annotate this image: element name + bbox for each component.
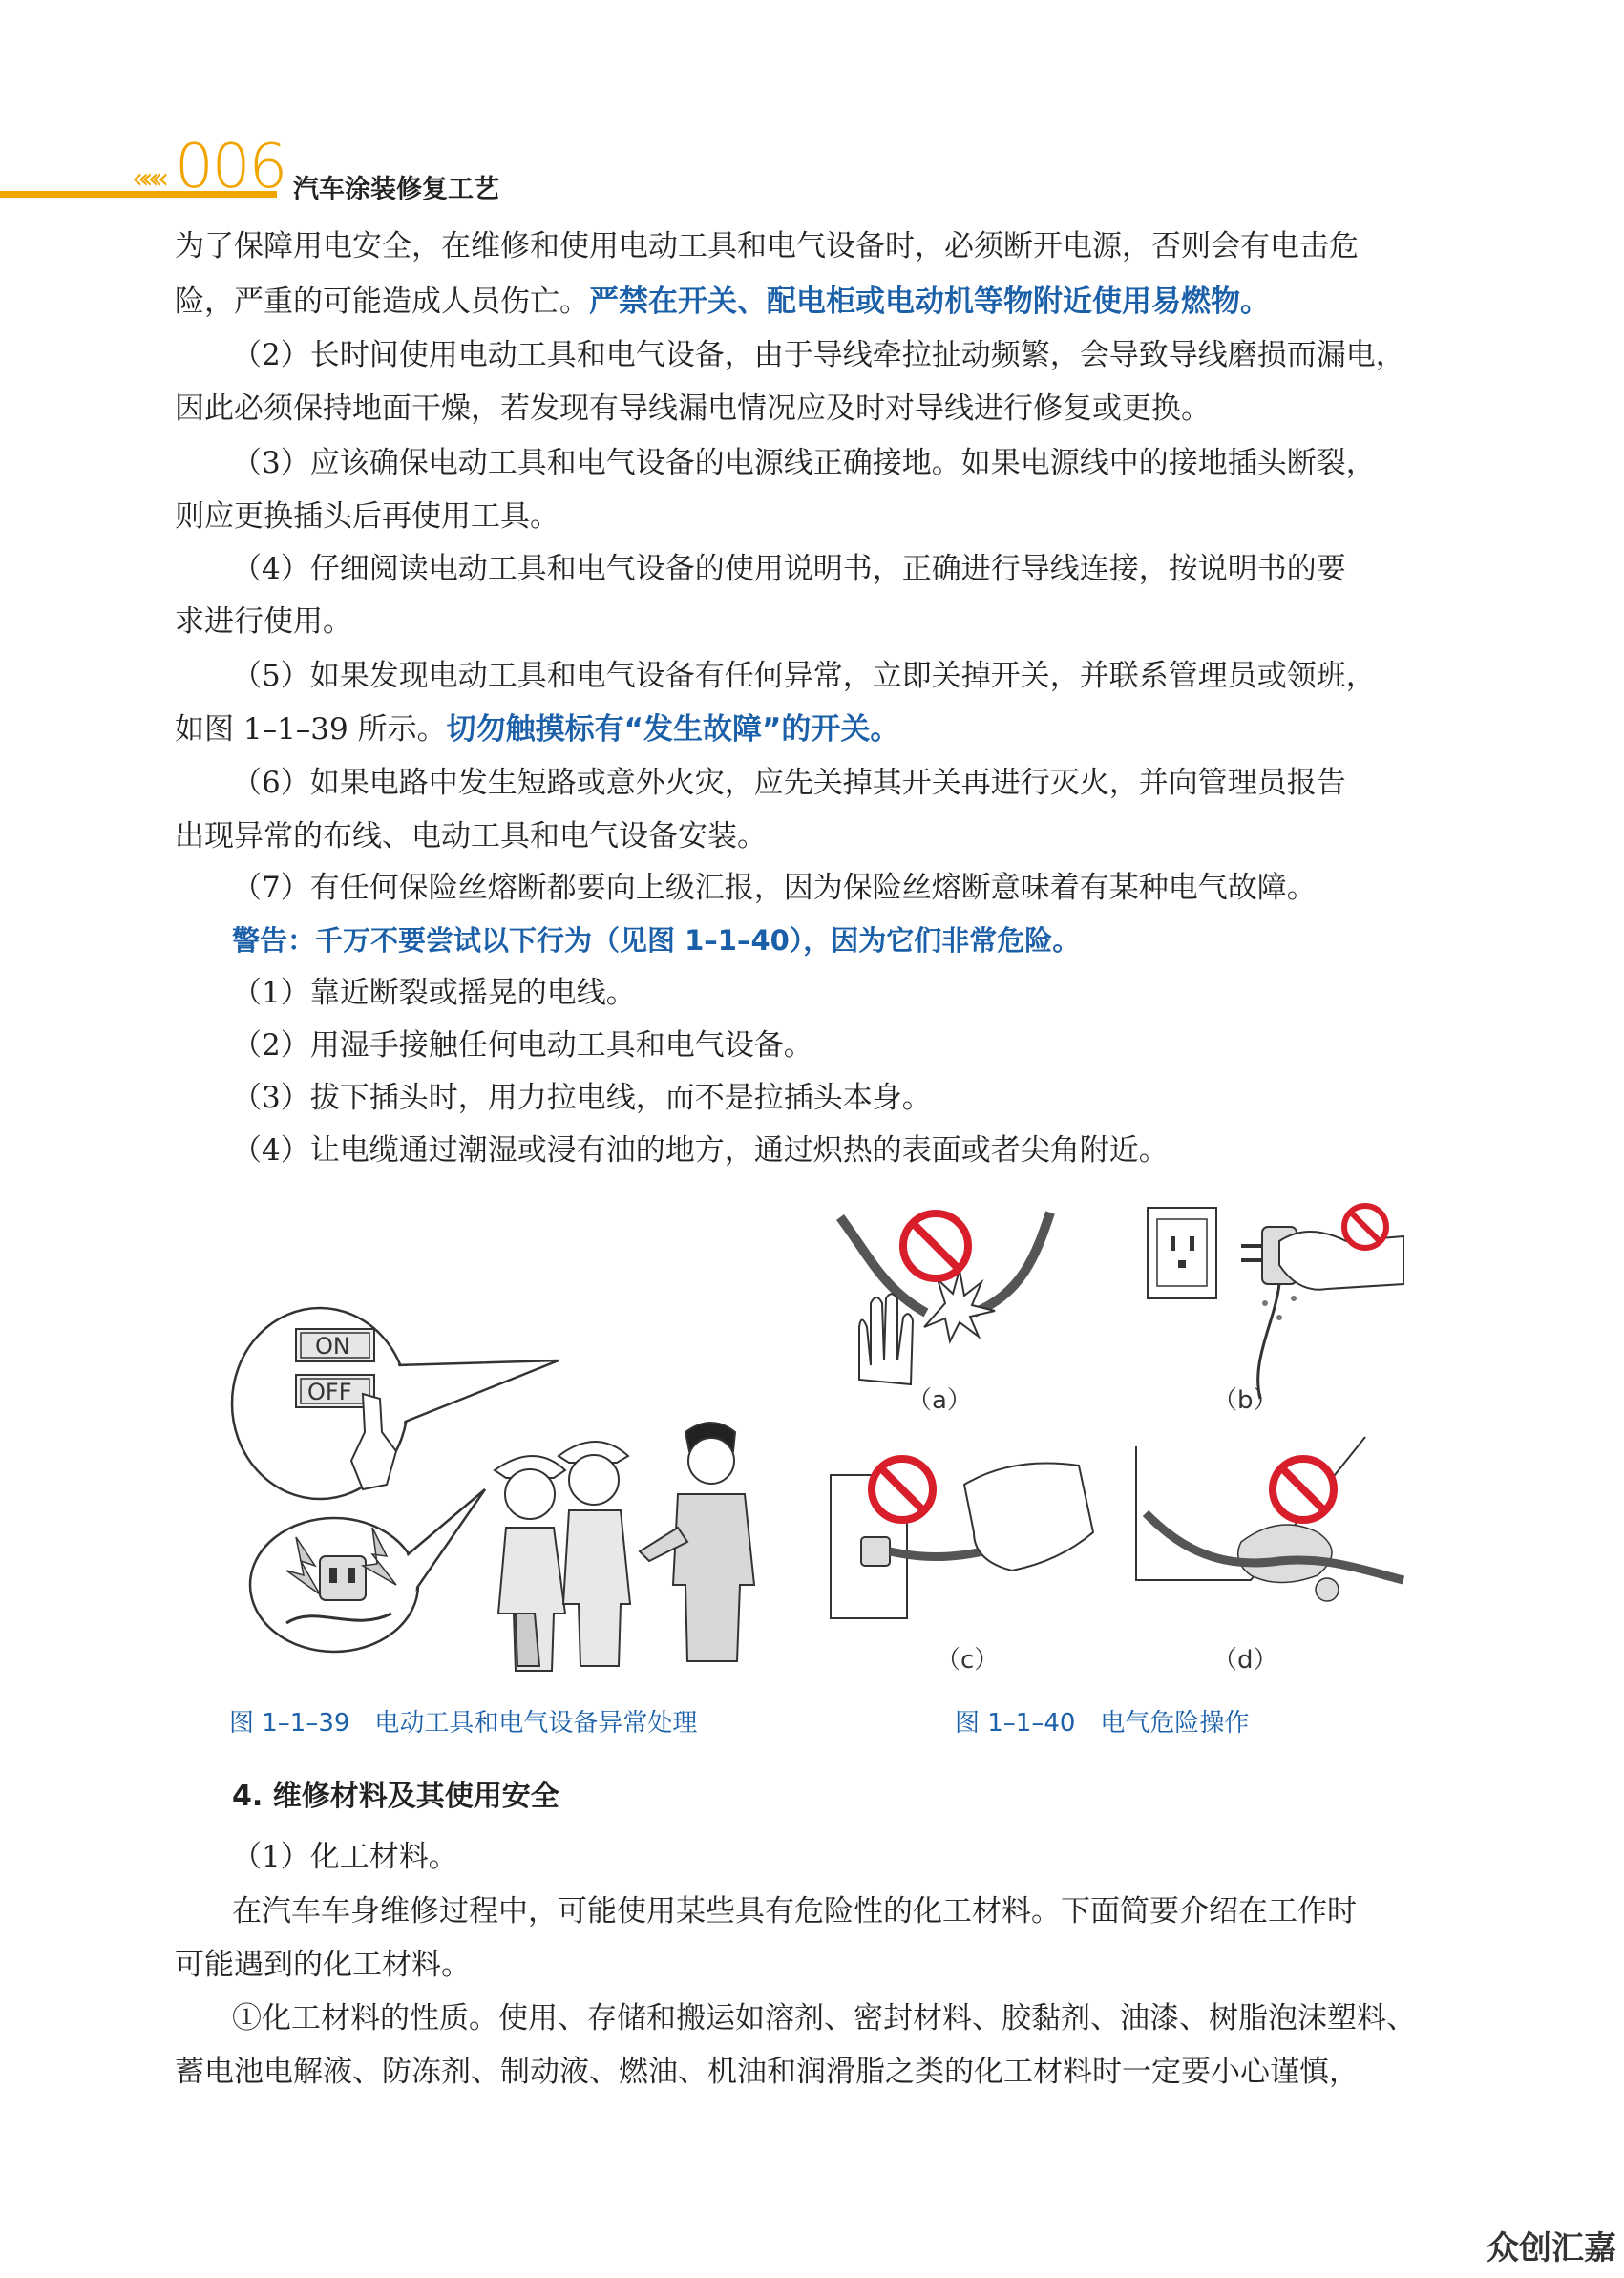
highlight-text: 严禁在开关、配电柜或电动机等物附近使用易燃物。 <box>589 285 1270 319</box>
highlight-text: 切勿触摸标有“发生故障”的开关。 <box>446 712 900 747</box>
para-7: （7）有任何保险丝熔断都要向上级汇报，因为保险丝熔断意味着有某种电气故障。 <box>232 871 1317 905</box>
para-6-line-1: （6）如果电路中发生短路或意外火灾，应先关掉其开关再进行灭火，并向管理员报告 <box>232 766 1346 800</box>
para-5-line-1: （5）如果发现电动工具和电气设备有任何异常，立即关掉开关，并联系管理员或领班， <box>232 659 1376 693</box>
book-title: 汽车涂装修复工艺 <box>293 175 499 204</box>
warning-item-2: （2）用湿手接触任何电动工具和电气设备。 <box>232 1028 813 1063</box>
section-4-item-1: （1）化工材料。 <box>232 1840 458 1874</box>
section-4-para-2-line-2: 蓄电池电解液、防冻剂、制动液、燃油、机油和润滑脂之类的化工材料时一定要小心谨慎， <box>175 2055 1359 2089</box>
sub-label-c: （c） <box>936 1646 1000 1675</box>
para-1-line-1: 为了保障用电安全，在维修和使用电动工具和电气设备时，必须断开电源，否则会有电击危 <box>175 229 1359 264</box>
sub-label-a: （a） <box>907 1386 972 1415</box>
on-label: ON <box>315 1333 350 1360</box>
section-4-para-2-line-1: ①化工材料的性质。使用、存储和搬运如溶剂、密封材料、胶黏剂、油漆、树脂泡沫塑料、 <box>232 2001 1416 2035</box>
figure-40-caption: 图 1–1–40 电气危险操作 <box>955 1709 1250 1738</box>
para-1-line-2: 险，严重的可能造成人员伤亡。严禁在开关、配电柜或电动机等物附近使用易燃物。 <box>175 285 1270 319</box>
off-label: OFF <box>307 1379 352 1405</box>
para-4-line-1: （4）仔细阅读电动工具和电气设备的使用说明书，正确进行导线连接，按说明书的要 <box>232 552 1346 586</box>
warning-item-4: （4）让电缆通过潮湿或浸有油的地方，通过炽热的表面或者尖角附近。 <box>232 1133 1169 1168</box>
figure-39-illustration <box>229 1298 764 1661</box>
figure-39-caption: 图 1–1–39 电动工具和电气设备异常处理 <box>229 1709 698 1738</box>
panel-a <box>840 1213 1050 1384</box>
warning-item-1: （1）靠近断裂或摇晃的电线。 <box>232 976 636 1010</box>
para-4-line-2: 求进行使用。 <box>175 604 352 639</box>
section-4-para-1-line-2: 可能遇到的化工材料。 <box>175 1948 471 1982</box>
panel-d <box>1136 1437 1403 1601</box>
sub-label-b: （b） <box>1213 1386 1278 1415</box>
para-3-line-1: （3）应该确保电动工具和电气设备的电源线正确接地。如果电源线中的接地插头断裂， <box>232 446 1376 480</box>
warning-item-3: （3）拔下插头时，用力拉电线，而不是拉插头本身。 <box>232 1081 932 1115</box>
section-4-heading: 4. 维修材料及其使用安全 <box>232 1780 559 1813</box>
panel-c <box>831 1459 1093 1618</box>
para-6-line-2: 出现异常的布线、电动工具和电气设备安装。 <box>175 819 767 854</box>
para-2-line-2: 因此必须保持地面干燥，若发现有导线漏电情况应及时对导线进行修复或更换。 <box>175 391 1211 426</box>
sub-label-d: （d） <box>1213 1646 1278 1675</box>
para-5-line-2: 如图 1–1–39 所示。切勿触摸标有“发生故障”的开关。 <box>175 712 900 747</box>
watermark-logo: 众创汇嘉 <box>1487 2229 1616 2267</box>
page-header <box>0 134 668 210</box>
para-3-line-2: 则应更换插头后再使用工具。 <box>175 499 559 534</box>
figure-40-illustration <box>831 1198 1423 1675</box>
para-2-line-1: （2）长时间使用电动工具和电气设备，由于导线牵拉扯动频繁，会导致导线磨损而漏电， <box>232 338 1405 372</box>
chevron-icon: ««« <box>132 162 162 196</box>
section-4-para-1-line-1: 在汽车车身维修过程中，可能使用某些具有危险性的化工材料。下面简要介绍在工作时 <box>232 1894 1357 1929</box>
warning-text: 警告：千万不要尝试以下行为（见图 1–1–40），因为它们非常危险。 <box>232 924 1081 957</box>
page-number: 006 <box>175 132 286 202</box>
panel-b <box>1148 1206 1403 1399</box>
